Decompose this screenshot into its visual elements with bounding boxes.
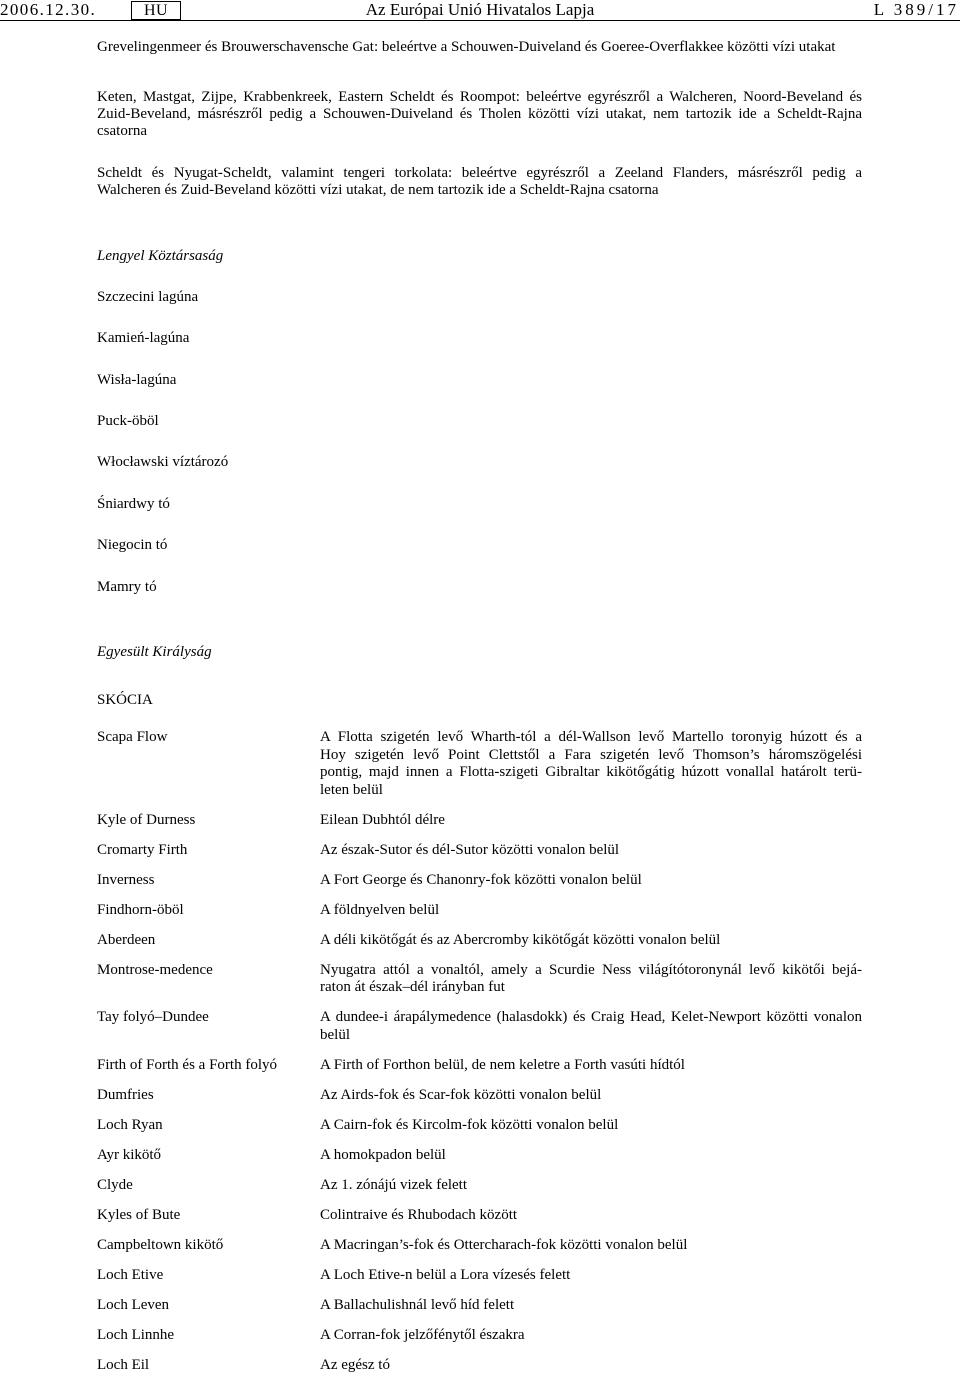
description-line: leten belül — [320, 781, 383, 798]
table-row — [97, 1357, 862, 1375]
list-item: Mamry tó — [97, 578, 157, 595]
waterway-name: Scapa Flow — [97, 729, 168, 746]
waterway-name: Clyde — [97, 1176, 133, 1193]
description-line: A Fort George és Chanonry-fok közötti vonalon belül — [320, 871, 642, 888]
table-row — [97, 1087, 862, 1105]
language-badge: HU — [131, 1, 181, 20]
list-item: Puck-öböl — [97, 413, 159, 430]
waterway-name: Loch Ryan — [97, 1116, 163, 1133]
table-row — [97, 1117, 862, 1135]
description-line: A homokpadon belül — [320, 1146, 446, 1163]
zone-description — [320, 1177, 862, 1195]
zone-description — [320, 1057, 862, 1075]
description-line: A Macringan’s-fok és Ottercharach-fok közötti vonalon belül — [320, 1236, 688, 1253]
waterway-name: Cromarty Firth — [97, 841, 188, 858]
paragraph-line: csatorna — [97, 122, 147, 139]
publication-date: 2006.12.30. — [0, 0, 97, 19]
description-line: belül — [320, 1026, 350, 1043]
zone-description — [320, 1117, 862, 1135]
description-line: A földnyelven belül — [320, 901, 440, 918]
waterway-name: Firth of Forth és a Forth folyó — [97, 1056, 277, 1073]
country-section-poland — [97, 248, 862, 621]
list-item: Włocławski víztározó — [97, 454, 229, 471]
description-line: Az Airds-fok és Scar-fok közötti vonalon belül — [320, 1086, 602, 1103]
list-item: Szczecini lagúna — [97, 288, 199, 305]
region-heading: SKÓCIA — [97, 691, 153, 708]
paragraph-line: Zuid-Beveland, másrészről pedig a Schouwen-Duiveland és Tholen közötti vízi utakat, nem tartozik ide a Scheldt-Rajna — [97, 105, 862, 122]
table-row — [97, 1057, 862, 1075]
zone-description — [320, 1357, 862, 1375]
table-row — [97, 962, 862, 997]
description-line: pontig, majd innen a Flotta-szigeti Gibraltar kikötőgátig húzott vonallal határolt terü- — [320, 764, 862, 781]
description-line: A Flotta szigetén levő Wharth-tól a dél-Wallson levő Martello toronyig húzott és a — [320, 729, 862, 746]
waterway-name: Loch Etive — [97, 1266, 164, 1283]
description-line: A déli kikötőgát és az Abercromby kikötőgát közötti vonalon belül — [320, 931, 721, 948]
description-line: Az 1. zónájú vizek felett — [320, 1176, 468, 1193]
country-heading: Lengyel Köztársaság — [97, 247, 224, 264]
description-line: Az egész tó — [320, 1356, 390, 1373]
description-line: A Corran-fok jelzőfénytől északra — [320, 1326, 525, 1343]
zone-description — [320, 962, 862, 997]
waterway-paragraph — [97, 165, 862, 199]
waterway-table — [97, 729, 862, 1374]
table-row — [97, 902, 862, 920]
waterway-name: Montrose-medence — [97, 961, 213, 978]
description-line: Eilean Dubhtól délre — [320, 811, 445, 828]
waterway-name: Campbeltown kikötő — [97, 1236, 224, 1253]
table-row — [97, 729, 862, 799]
description-line: A Loch Etive-n belül a Lora vízesés felett — [320, 1266, 571, 1283]
running-header — [0, 0, 960, 21]
zone-description — [320, 1207, 862, 1225]
description-line: A Firth of Forthon belül, de nem keletre a Forth vasúti hídtól — [320, 1056, 685, 1073]
zone-description — [320, 1147, 862, 1165]
table-row — [97, 1237, 862, 1255]
zone-description — [320, 1267, 862, 1285]
table-row — [97, 812, 862, 830]
waterway-name: Findhorn-öböl — [97, 901, 184, 918]
waterway-name: Kyles of Bute — [97, 1206, 181, 1223]
journal-title: Az Európai Unió Hivatalos Lapja — [365, 0, 595, 19]
list-item: Kamień-lagúna — [97, 330, 190, 347]
zone-description — [320, 932, 862, 950]
waterway-name: Loch Leven — [97, 1296, 170, 1313]
paragraph-line: Walcheren és Zuid-Beveland közötti vízi utakat, de nem tartozik ide a Scheldt-Rajna csatorna — [97, 181, 659, 198]
description-line: A dundee-i árapálymedence (halasdokk) és Craig Head, Kelet-Newport közötti vonalon — [320, 1009, 862, 1026]
description-line: Colintraive és Rhubodach között — [320, 1206, 518, 1223]
paragraph-line: Scheldt és Nyugat-Scheldt, valamint tengeri torkolata: beleértve egyrészről a Zeeland Flanders, másrészről pedig a — [97, 164, 862, 181]
page-reference: L 389/17 — [873, 0, 959, 19]
paragraph-line: Keten, Mastgat, Zijpe, Krabbenkreek, Eastern Scheldt és Roompot: beleértve egyrészről a Walcheren, Noord-Beveland és — [97, 88, 862, 105]
zone-description — [320, 729, 862, 799]
list-item: Śniardwy tó — [97, 495, 170, 512]
description-line: Az észak-Sutor és dél-Sutor közötti vonalon belül — [320, 841, 620, 858]
paragraph-line: Grevelingenmeer és Brouwerschavensche Gat: beleértve a Schouwen-Duiveland és Goeree-Overflakkee közötti vízi utakat — [97, 38, 836, 55]
zone-description — [320, 1297, 862, 1315]
table-row — [97, 1177, 862, 1195]
zone-description — [320, 1327, 862, 1345]
table-row — [97, 1267, 862, 1285]
zone-description — [320, 1237, 862, 1255]
list-item: Wisła-lagúna — [97, 371, 177, 388]
zone-description — [320, 902, 862, 920]
description-line: A Cairn-fok és Kircolm-fok közötti vonalon belül — [320, 1116, 619, 1133]
zone-description — [320, 1087, 862, 1105]
waterway-paragraph — [97, 89, 862, 140]
description-line: Nyugatra attól a vonaltól, amely a Scurdie Ness világítótoronynál levő kikötői bejá- — [320, 961, 862, 978]
table-row — [97, 1327, 862, 1345]
waterway-name: Loch Linnhe — [97, 1326, 175, 1343]
waterway-name: Loch Eil — [97, 1356, 150, 1373]
table-row — [97, 872, 862, 890]
waterway-name: Aberdeen — [97, 931, 156, 948]
zone-description — [320, 1009, 862, 1044]
zone-description — [320, 872, 862, 890]
waterway-name: Kyle of Durness — [97, 811, 196, 828]
waterway-name: Dumfries — [97, 1086, 154, 1103]
table-row — [97, 1147, 862, 1165]
description-line: Hoy szigetén levő Point Clettstől a Fara szigetén levő Thomson’s háromszögelési — [320, 746, 862, 763]
table-row — [97, 1207, 862, 1225]
zone-description — [320, 812, 862, 830]
table-row — [97, 1297, 862, 1315]
table-row — [97, 1009, 862, 1044]
waterway-name: Ayr kikötő — [97, 1146, 162, 1163]
table-row — [97, 842, 862, 860]
list-item: Niegocin tó — [97, 537, 168, 554]
country-heading: Egyesült Királyság — [97, 643, 212, 660]
zone-description — [320, 842, 862, 860]
description-line: raton át észak–dél irányban fut — [320, 979, 505, 996]
waterway-paragraph — [97, 39, 862, 56]
description-line: A Ballachulishnál levő híd felett — [320, 1296, 515, 1313]
table-row — [97, 932, 862, 950]
waterway-name: Tay folyó–Dundee — [97, 1009, 209, 1026]
waterway-name: Inverness — [97, 871, 155, 888]
